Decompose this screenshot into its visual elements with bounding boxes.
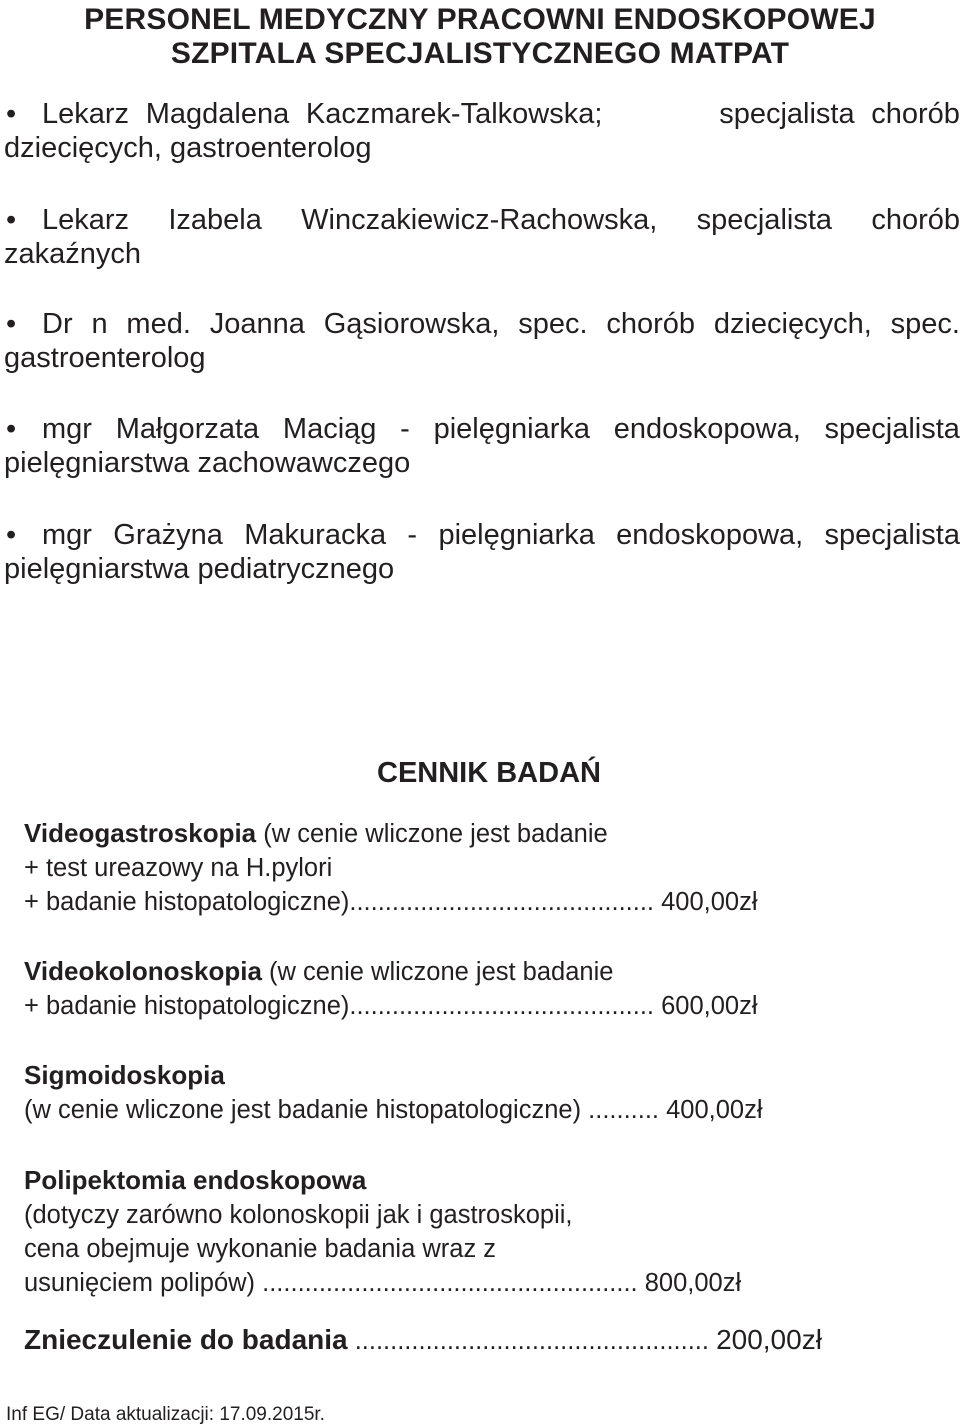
staff-word: Makuracka: [244, 519, 387, 551]
bullet-icon: •: [6, 204, 17, 236]
staff-word: chorób: [871, 98, 960, 130]
price-amount: 600,00zł: [661, 992, 758, 1020]
price-item-name: Sigmoidoskopia: [24, 1060, 225, 1090]
staff-word: specjalista: [696, 204, 833, 236]
staff-item: [4, 412, 960, 480]
staff-word: Małgorzata: [115, 413, 260, 445]
staff-word: pielęgniarka: [438, 519, 595, 551]
price-item-desc: (w cenie wliczone jest badanie histopatologiczne): [24, 1096, 582, 1124]
price-item-name: Znieczulenie do badania: [24, 1324, 348, 1355]
staff-word: chorób: [606, 308, 696, 340]
staff-word: spec.: [518, 308, 588, 340]
price-amount: 200,00zł: [716, 1324, 822, 1355]
staff-word: -: [400, 413, 410, 445]
staff-word: pielęgniarka: [433, 413, 590, 445]
staff-word: endoskopowa,: [613, 413, 801, 445]
staff-word: med.: [126, 308, 191, 340]
staff-word: Dr: [42, 308, 73, 340]
price-item-name: Videogastroskopia: [24, 818, 257, 848]
price-item-desc: + badanie histopatologiczne): [24, 888, 350, 916]
staff-item: [4, 97, 960, 165]
staff-word: Izabela: [168, 204, 262, 236]
price-item-desc: (dotyczy zarówno kolonoskopii jak i gastroskopii,: [24, 1201, 573, 1229]
bullet-icon: •: [6, 308, 17, 340]
staff-continuation: dziecięcych, gastroenterolog: [4, 132, 372, 164]
staff-word: endoskopowa,: [616, 519, 804, 551]
price-item-desc: usunięciem polipów): [24, 1269, 256, 1297]
price-amount: 800,00zł: [644, 1269, 742, 1297]
price-item-name: Videokolonoskopia: [24, 956, 262, 986]
leader-dots: ...........................................: [349, 992, 655, 1020]
staff-word: mgr: [42, 519, 92, 551]
staff-word: -: [407, 519, 418, 551]
staff-word: mgr: [42, 413, 92, 445]
staff-word: chorób: [871, 204, 960, 236]
price-item-desc: (w cenie wliczone jest badanie: [256, 820, 608, 848]
staff-word: n: [91, 308, 108, 340]
price-item-name: Polipektomia endoskopowa: [24, 1165, 367, 1195]
price-item-desc: + test ureazowy na H.pylori: [24, 854, 333, 882]
staff-word: Kaczmarek-Talkowska;: [305, 98, 603, 130]
staff-word: Magdalena: [145, 98, 290, 130]
staff-word: Gąsiorowska,: [323, 308, 500, 340]
price-item-desc: cena obejmuje wykonanie badania wraz z: [24, 1235, 497, 1263]
update-date-note: Inf EG/ Data aktualizacji: 17.09.2015r.: [6, 1404, 325, 1425]
page-title-line-2: SZPITALA SPECJALISTYCZNEGO MATPAT: [170, 37, 790, 70]
staff-word: spec.: [890, 308, 960, 340]
bullet-icon: •: [6, 519, 17, 551]
bullet-icon: •: [6, 413, 17, 445]
price-list-title: CENNIK BADAŃ: [377, 757, 601, 789]
staff-word: Lekarz: [42, 98, 130, 130]
price-item: [24, 1058, 924, 1127]
staff-word: Joanna: [209, 308, 305, 340]
price-item: [24, 954, 924, 1023]
leader-dots: ...........................................: [349, 888, 655, 916]
price-item-desc: + badanie histopatologiczne): [24, 992, 350, 1020]
leader-dots: ..........: [588, 1096, 660, 1124]
page-title-line-1: PERSONEL MEDYCZNY PRACOWNI ENDOSKOPOWEJ: [84, 3, 876, 36]
staff-word: specjalista: [824, 519, 960, 551]
staff-item: [4, 307, 960, 375]
staff-word: Grażyna: [113, 519, 223, 551]
staff-word: Winczakiewicz-Rachowska,: [301, 204, 658, 236]
price-amount: 400,00zł: [661, 888, 758, 916]
staff-word: specjalista: [719, 98, 855, 130]
staff-word: specjalista: [824, 413, 960, 445]
price-item: [24, 1163, 924, 1300]
price-item-desc: (w cenie wliczone jest badanie: [261, 958, 614, 986]
staff-item: [4, 203, 960, 271]
staff-continuation: pielęgniarstwa zachowawczego: [4, 447, 411, 479]
price-amount: 400,00zł: [666, 1096, 763, 1124]
price-item: [24, 816, 924, 919]
leader-dots: .....................................................: [262, 1269, 638, 1297]
staff-word: dziecięcych,: [713, 308, 872, 340]
bullet-icon: •: [6, 98, 17, 130]
staff-item: [4, 518, 960, 586]
staff-continuation: zakaźnych: [4, 238, 142, 270]
leader-dots: ..................................................: [354, 1327, 709, 1355]
price-item: [24, 1323, 924, 1358]
staff-continuation: gastroenterolog: [4, 342, 206, 374]
staff-continuation: pielęgniarstwa pediatrycznego: [4, 553, 395, 585]
staff-word: Lekarz: [42, 204, 130, 236]
staff-word: Maciąg: [282, 413, 377, 445]
